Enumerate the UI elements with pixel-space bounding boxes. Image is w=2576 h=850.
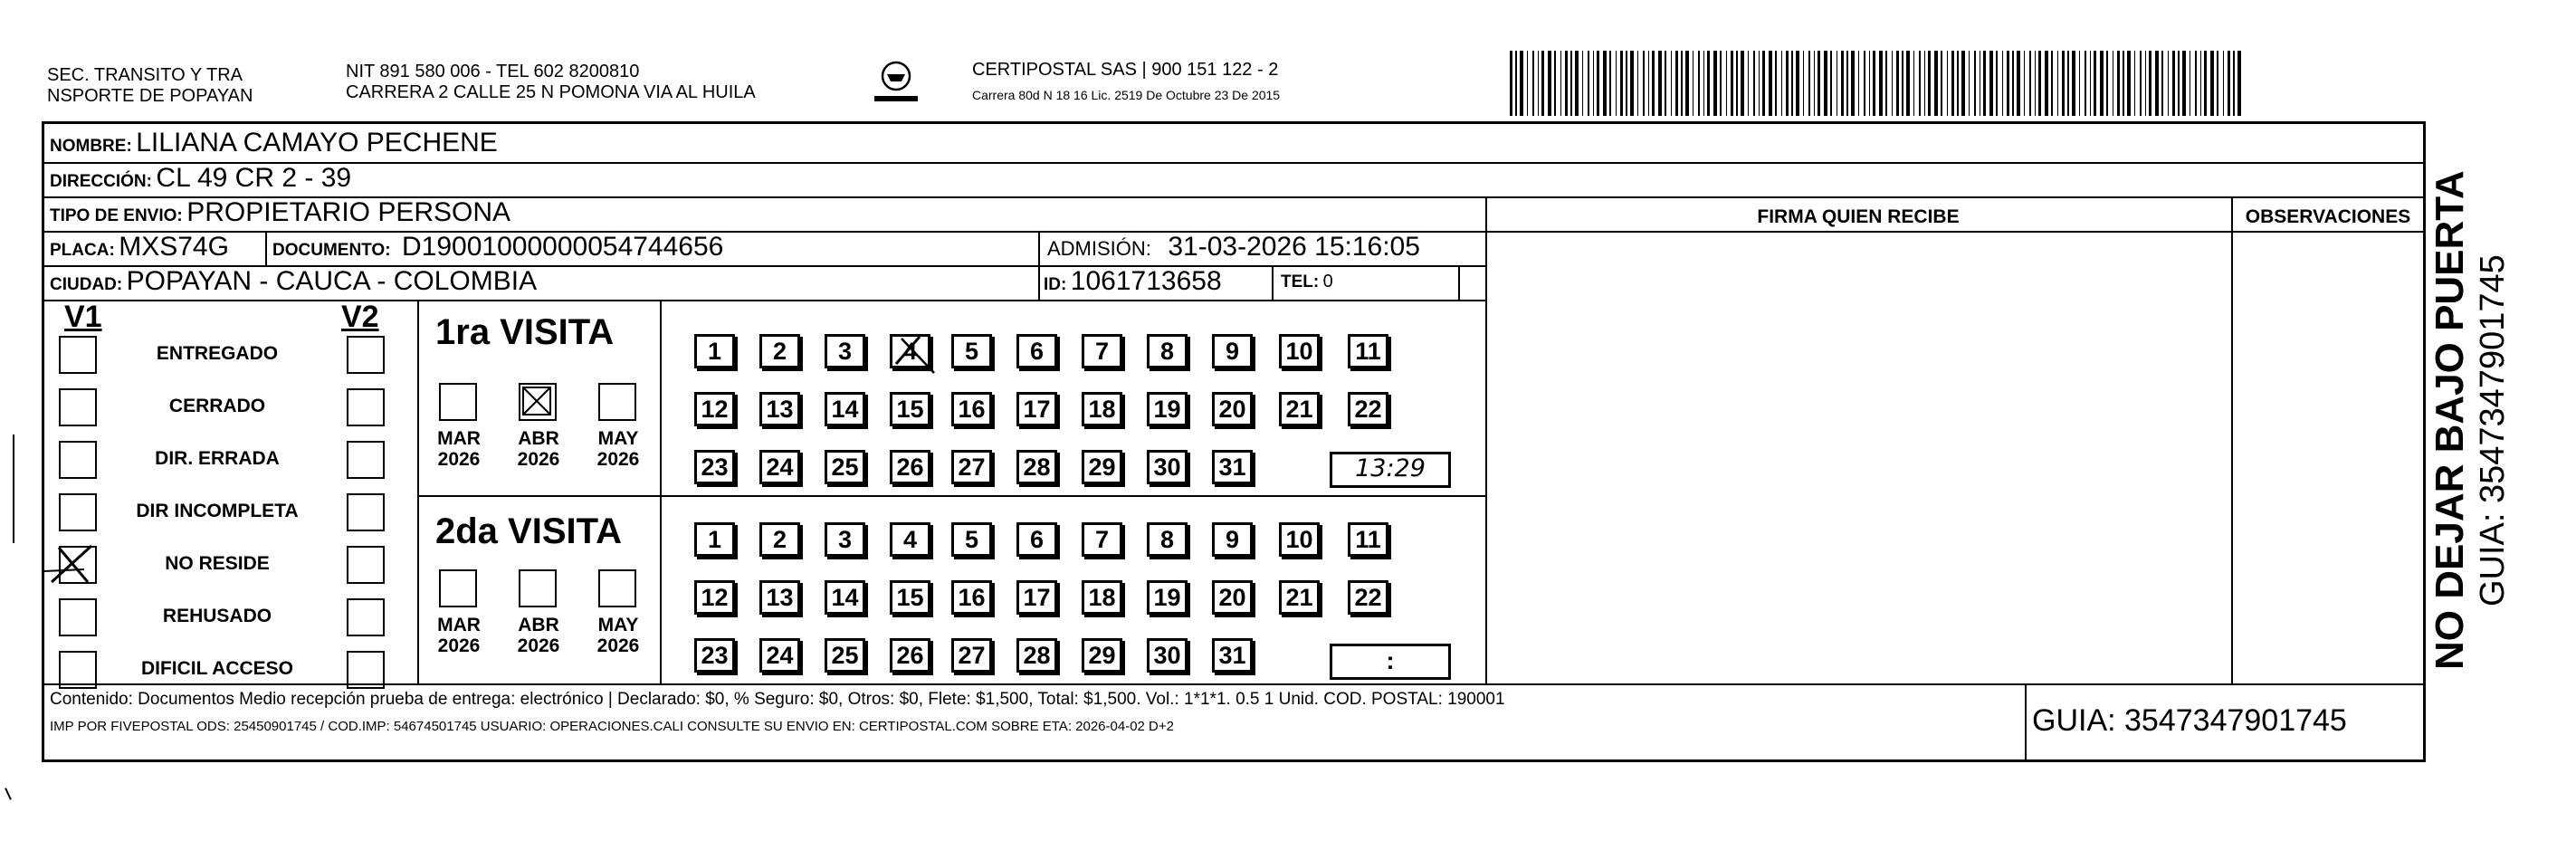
day-box[interactable]: 13 — [759, 392, 800, 426]
nombre-row — [50, 128, 498, 163]
month-year: 2026 — [437, 635, 481, 656]
first-visit-title: 1ra VISITA — [435, 312, 615, 352]
v1-checkbox[interactable] — [59, 388, 97, 426]
certipostal-logo — [869, 56, 923, 107]
day-box[interactable]: 2 — [759, 522, 800, 557]
day-box[interactable]: 8 — [1147, 334, 1188, 368]
day-box[interactable]: 16 — [951, 580, 992, 615]
day-box[interactable]: 21 — [1279, 392, 1320, 426]
day-box[interactable]: 27 — [951, 638, 992, 673]
v1-checkbox-checked[interactable] — [59, 546, 97, 584]
day-box[interactable]: 18 — [1082, 392, 1122, 426]
documento-value: D19001000000054744656 — [402, 232, 724, 262]
v2-checkbox[interactable] — [347, 493, 385, 531]
footer-content: Contenido: Documentos Medio recepción prueba de entrega: electrónico | Declarado: $0, % Seguro: $0, Otros: $0, Flete: $1,500, Total: $1,500. Vol.: 1*1*1. 0.5 1 Unid. COD. POSTAL: 190001 — [50, 690, 1505, 709]
delivery-form — [42, 121, 2426, 762]
month-name: MAR — [437, 428, 481, 449]
month-name: ABR — [518, 615, 559, 635]
day-box[interactable]: 30 — [1147, 638, 1188, 673]
day-box[interactable]: 1 — [694, 334, 735, 368]
v2-checkbox[interactable] — [347, 598, 385, 636]
day-box[interactable]: 14 — [825, 392, 865, 426]
month-checkbox[interactable] — [598, 569, 636, 607]
documento-label: DOCUMENTO: — [272, 241, 391, 260]
month-year: 2026 — [596, 449, 640, 470]
day-box[interactable]: 26 — [890, 450, 930, 484]
barcode — [1510, 51, 2248, 116]
month-checkbox-checked[interactable] — [519, 383, 557, 421]
status-label: DIR INCOMPLETA — [136, 501, 299, 521]
nit-line-1: NIT 891 580 006 - TEL 602 8200810 — [346, 62, 640, 81]
courier-name: CERTIPOSTAL SAS | 900 151 122 - 2 — [972, 60, 1279, 80]
day-box[interactable]: 23 — [694, 638, 735, 673]
admision-label: ADMISIÓN: — [1047, 237, 1151, 260]
placa-value: MXS74G — [119, 232, 229, 262]
v1-checkbox[interactable] — [59, 598, 97, 636]
status-label: ENTREGADO — [156, 343, 279, 364]
direccion-label: DIRECCIÓN: — [50, 172, 152, 191]
day-box[interactable]: 3 — [825, 522, 865, 557]
footer-guia: GUIA: 3547347901745 — [2032, 703, 2347, 738]
day-box-marked[interactable]: 4 — [890, 334, 930, 368]
tipo-value: PROPIETARIO PERSONA — [186, 197, 511, 227]
day-box[interactable]: 6 — [1016, 334, 1057, 368]
firma-header: FIRMA QUIEN RECIBE — [1757, 206, 1960, 227]
month-name: ABR — [518, 428, 559, 449]
day-box[interactable]: 13 — [759, 580, 800, 615]
nit-line-2: CARRERA 2 CALLE 25 N POMONA VIA AL HUILA — [346, 82, 756, 102]
day-box[interactable]: 23 — [694, 450, 735, 484]
day-box[interactable]: 20 — [1212, 392, 1253, 426]
day-box[interactable]: 10 — [1279, 522, 1320, 557]
v2-checkbox[interactable] — [347, 651, 385, 689]
day-box[interactable]: 24 — [759, 638, 800, 673]
v1-header: V1 — [64, 300, 102, 334]
month-year: 2026 — [517, 449, 560, 470]
day-box[interactable]: 19 — [1147, 392, 1188, 426]
day-box[interactable]: 7 — [1082, 334, 1122, 368]
month-name: MAY — [597, 615, 639, 635]
day-box[interactable]: 5 — [951, 334, 992, 368]
observaciones-header: OBSERVACIONES — [2245, 206, 2411, 227]
side-guia: GUIA: 3547347901745 — [2474, 254, 2512, 606]
day-box[interactable]: 28 — [1016, 450, 1057, 484]
day-box[interactable]: 14 — [825, 580, 865, 615]
tel-field — [1281, 266, 1333, 299]
status-label: DIFICIL ACCESO — [140, 658, 293, 679]
tipo-label: TIPO DE ENVIO: — [50, 206, 183, 225]
tel-label: TEL: — [1281, 272, 1320, 291]
v1-checkbox[interactable] — [59, 493, 97, 531]
v2-checkbox[interactable] — [347, 546, 385, 584]
org-line-2: NSPORTE DE POPAYAN — [47, 86, 253, 106]
month-checkbox[interactable] — [439, 383, 477, 421]
day-box[interactable]: 29 — [1082, 450, 1122, 484]
id-label: ID: — [1044, 275, 1067, 294]
nit-block — [346, 62, 756, 103]
day-box[interactable]: 12 — [694, 580, 735, 615]
status-label: NO RESIDE — [165, 553, 270, 574]
day-box[interactable]: 6 — [1016, 522, 1057, 557]
no-dejar-warning: NO DEJAR BAJO PUERTA — [2428, 170, 2472, 670]
ciudad-value: POPAYAN - CAUCA - COLOMBIA — [126, 266, 538, 296]
day-box[interactable]: 29 — [1082, 638, 1122, 673]
day-box[interactable]: 26 — [890, 638, 930, 673]
day-box[interactable]: 28 — [1016, 638, 1057, 673]
day-box[interactable]: 8 — [1147, 522, 1188, 557]
day-box[interactable]: 31 — [1212, 638, 1253, 673]
day-box[interactable]: 21 — [1279, 580, 1320, 615]
month-year: 2026 — [437, 449, 481, 470]
direccion-row — [50, 163, 351, 198]
scan-mark — [5, 788, 12, 800]
day-box[interactable]: 1 — [694, 522, 735, 557]
day-box[interactable]: 22 — [1348, 580, 1388, 615]
tipo-row — [50, 197, 510, 233]
documento-field — [272, 232, 723, 267]
v1-checkbox[interactable] — [59, 651, 97, 689]
day-box[interactable]: 12 — [694, 392, 735, 426]
day-box[interactable]: 16 — [951, 392, 992, 426]
day-box[interactable]: 30 — [1147, 450, 1188, 484]
day-box[interactable]: 11 — [1348, 334, 1388, 368]
nombre-label: NOMBRE: — [50, 137, 132, 156]
second-visit-title: 2da VISITA — [435, 511, 622, 551]
first-visit-time[interactable]: 13:29 — [1330, 452, 1451, 488]
v2-checkbox[interactable] — [347, 388, 385, 426]
day-box[interactable]: 25 — [825, 450, 865, 484]
day-box[interactable]: 3 — [825, 334, 865, 368]
month-checkbox[interactable] — [439, 569, 477, 607]
placa-field — [50, 232, 229, 267]
day-box[interactable]: 11 — [1348, 522, 1388, 557]
month-name: MAR — [437, 615, 481, 635]
month-checkbox[interactable] — [598, 383, 636, 421]
day-box[interactable]: 27 — [951, 450, 992, 484]
v2-checkbox[interactable] — [347, 336, 385, 374]
day-box[interactable]: 2 — [759, 334, 800, 368]
day-box[interactable]: 9 — [1212, 522, 1253, 557]
id-field — [1044, 266, 1222, 301]
second-visit-time[interactable]: : — [1330, 644, 1451, 680]
month-year: 2026 — [517, 635, 560, 656]
day-box[interactable]: 4 — [890, 522, 930, 557]
day-box[interactable]: 24 — [759, 450, 800, 484]
day-box[interactable]: 31 — [1212, 450, 1253, 484]
day-box[interactable]: 19 — [1147, 580, 1188, 615]
v2-checkbox[interactable] — [347, 441, 385, 479]
ciudad-label: CIUDAD: — [50, 275, 123, 294]
day-box[interactable]: 20 — [1212, 580, 1253, 615]
placa-label: PLACA: — [50, 241, 115, 260]
v2-header: V2 — [341, 300, 379, 334]
status-label: CERRADO — [168, 396, 266, 416]
ciudad-field — [50, 266, 537, 301]
org-name — [47, 65, 253, 107]
day-box[interactable]: 25 — [825, 638, 865, 673]
courier-address: Carrera 80d N 18 16 Lic. 2519 De Octubre 23 De 2015 — [972, 88, 1281, 102]
month-checkbox[interactable] — [519, 569, 557, 607]
day-box[interactable]: 10 — [1279, 334, 1320, 368]
day-box[interactable]: 5 — [951, 522, 992, 557]
status-label: REHUSADO — [162, 606, 272, 626]
footer-print-info: IMP POR FIVEPOSTAL ODS: 25450901745 / COD.IMP: 54674501745 USUARIO: OPERACIONES.CALI CONSULTE SU ENVIO EN: CERTIPOSTAL.COM SOBRE ETA: 2026-04-02 D+2 — [50, 719, 1174, 734]
day-box[interactable]: 17 — [1016, 392, 1057, 426]
day-box[interactable]: 22 — [1348, 392, 1388, 426]
admision-value: 31-03-2026 15:16:05 — [1168, 232, 1420, 262]
status-label: DIR. ERRADA — [155, 448, 280, 469]
day-box[interactable]: 7 — [1082, 522, 1122, 557]
direccion-value: CL 49 CR 2 - 39 — [156, 163, 352, 193]
tel-value: 0 — [1322, 272, 1333, 291]
day-box[interactable]: 18 — [1082, 580, 1122, 615]
day-box[interactable]: 15 — [890, 392, 930, 426]
day-box[interactable]: 15 — [890, 580, 930, 615]
admision-field — [1047, 232, 1420, 267]
scan-edge-mark — [13, 435, 14, 543]
month-year: 2026 — [596, 635, 640, 656]
v1-checkbox[interactable] — [59, 336, 97, 374]
id-value: 1061713658 — [1070, 266, 1222, 296]
nombre-value: LILIANA CAMAYO PECHENE — [136, 128, 498, 158]
org-line-1: SEC. TRANSITO Y TRA — [47, 65, 243, 85]
day-box[interactable]: 9 — [1212, 334, 1253, 368]
month-name: MAY — [597, 428, 639, 449]
day-box[interactable]: 17 — [1016, 580, 1057, 615]
v1-checkbox[interactable] — [59, 441, 97, 479]
